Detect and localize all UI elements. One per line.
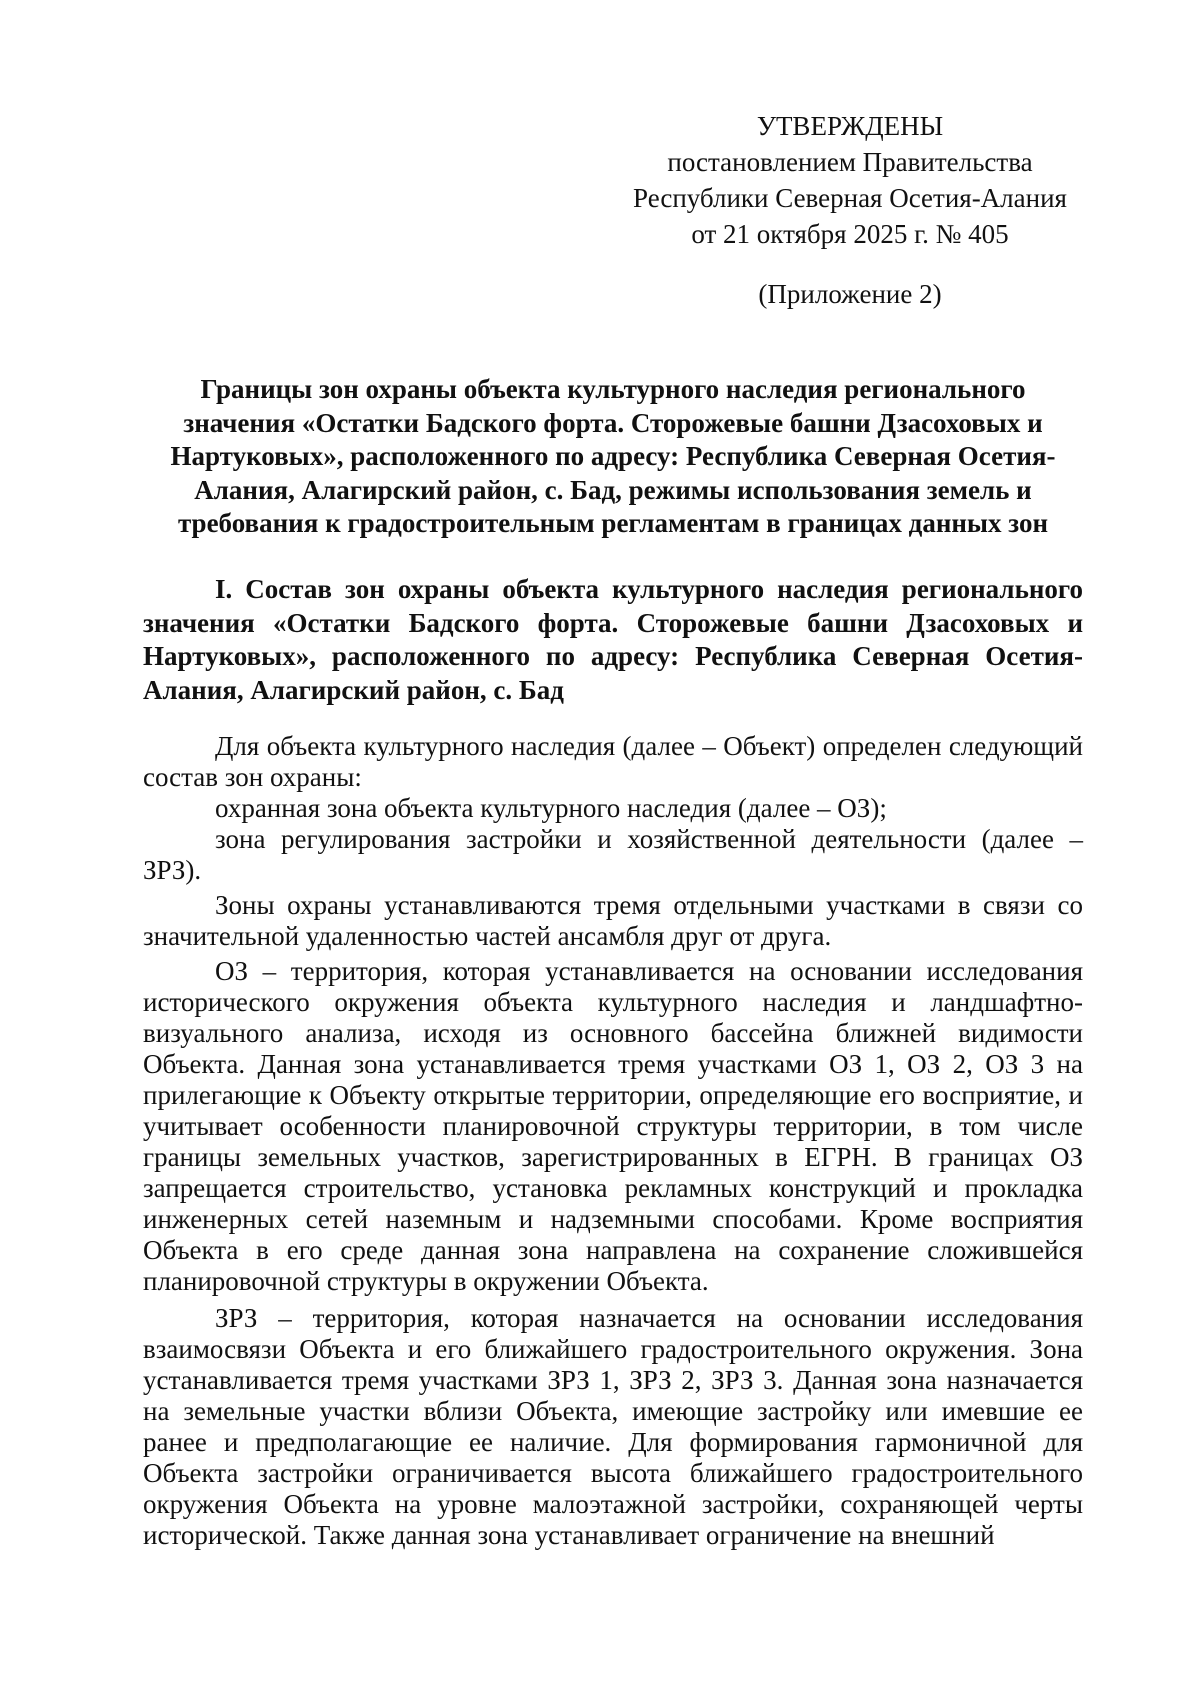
section-1-body — [143, 731, 1083, 1551]
body-paragraph: Зоны охраны устанавливаются тремя отдельными участками в связи со значительной удаленностью частей ансамбля друг от друга. — [143, 890, 1083, 951]
title-line: Нартуковых», расположенного по адресу: Республика Северная Осетия- — [170, 441, 1056, 471]
annex-label: (Приложение 2) — [758, 279, 942, 309]
approval-stamp-block — [600, 108, 1100, 252]
body-paragraph: ОЗ – территория, которая устанавливается на основании исследования исторического окружения объекта культурного наследия и ландшафтно-визуального анализа, исходя из основного бассейна ближней видимости Объекта. Данная зона устанавливается тремя участками ОЗ 1, ОЗ 2, ОЗ 3 на прилегающие к Объекту открытые территории, определяющие его восприятие, и учитывает особенности планировочной структуры территории, в том числе границы земельных участков, зарегистрированных в ЕГРН. В границах ОЗ запрещается строительство, установка рекламных конструкций и прокладка инженерных сетей наземным и надземными способами. Кроме восприятия Объекта в его среде данная зона направлена на сохранение сложившейся планировочной структуры в окружении Объекта. — [143, 956, 1083, 1296]
title-line: Границы зон охраны объекта культурного наследия регионального — [200, 374, 1026, 404]
approval-date-number-line: от 21 октября 2025 г. № 405 — [691, 219, 1009, 249]
body-paragraph: ЗРЗ – территория, которая назначается на основании исследования взаимосвязи Объекта и его ближайшего градостроительного окружения. Зона устанавливается тремя участками ЗРЗ 1, ЗРЗ 2, ЗРЗ 3. Данная зона назначается на земельные участки вблизи Объекта, имеющие застройку или имевшие ее ранее и предполагающие ее наличие. Для формирования гармоничной для Объекта застройки ограничивается высота ближайшего градостроительного окружения Объекта на уровне малоэтажной застройки, сохраняющей черты исторической. Также данная зона устанавливает ограничение на внешний — [143, 1303, 1083, 1550]
section-1-heading: I. Состав зон охраны объекта культурного наследия регионального значения «Остатки Бадского форта. Сторожевые башни Дзасоховых и Нартуковых», расположенного по адресу: Республика Северная Осетия-Алания, Алагирский район, с. Бад — [143, 574, 1083, 705]
body-paragraph: Для объекта культурного наследия (далее – Объект) определен следующий состав зон охраны: — [143, 731, 1083, 792]
title-line: требования к градостроительным регламентам в границах данных зон — [177, 508, 1049, 538]
body-paragraph: зона регулирования застройки и хозяйственной деятельности (далее – ЗРЗ). — [143, 824, 1083, 885]
approval-republic-line: Республики Северная Осетия-Алания — [633, 183, 1067, 213]
body-paragraph: охранная зона объекта культурного наследия (далее – ОЗ); — [215, 793, 887, 823]
document-title — [143, 373, 1083, 541]
approval-word: УТВЕРЖДЕНЫ — [756, 111, 944, 141]
title-line: Алания, Алагирский район, с. Бад, режимы использования земель и — [194, 474, 1032, 505]
title-line: значения «Остатки Бадского форта. Сторожевые башни Дзасоховых и — [183, 407, 1043, 438]
approval-issuer-line: постановлением Правительства — [667, 147, 1033, 177]
